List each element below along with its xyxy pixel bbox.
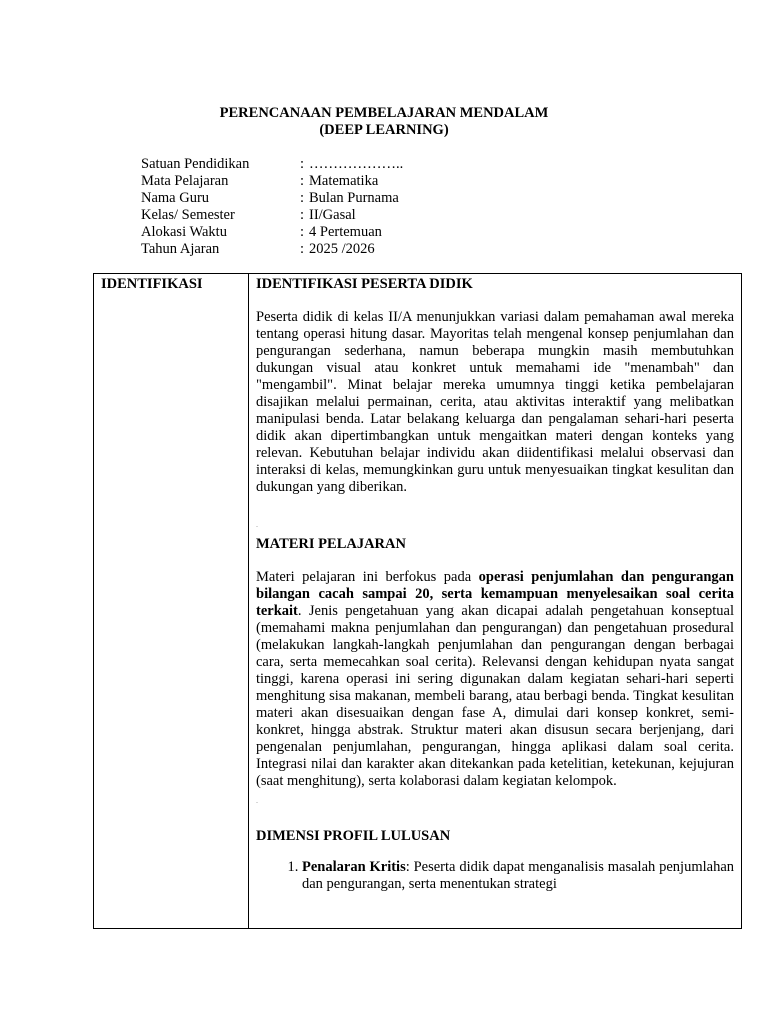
plan-table <box>93 273 742 929</box>
empty-line-marker: . <box>256 796 258 805</box>
info-row-satuan <box>141 156 403 173</box>
empty-line-marker: . <box>256 520 258 529</box>
info-row-kelas <box>141 207 403 224</box>
section-heading-identifikasi: IDENTIFIKASI PESERTA DIDIK <box>256 276 473 292</box>
column-divider <box>248 274 249 928</box>
info-separator: : <box>300 156 305 172</box>
info-separator: : <box>300 173 305 189</box>
info-value: ……………….. <box>309 156 404 172</box>
left-column-heading: IDENTIFIKASI <box>101 276 203 292</box>
info-value: 2025 /2026 <box>309 241 375 257</box>
info-label: Nama Guru <box>141 190 210 206</box>
identity-block <box>141 156 403 258</box>
info-value: Matematika <box>309 173 379 189</box>
materi-intro: Materi pelajaran ini berfokus pada <box>256 569 479 585</box>
info-label: Mata Pelajaran <box>141 173 229 189</box>
profile-dimension-list <box>256 859 734 893</box>
info-label: Alokasi Waktu <box>141 224 227 240</box>
info-separator: : <box>300 224 305 240</box>
info-row-guru <box>141 190 403 207</box>
info-separator: : <box>300 241 305 257</box>
list-item-term: Penalaran Kritis <box>302 859 406 875</box>
info-label: Satuan Pendidikan <box>141 156 250 172</box>
info-separator: : <box>300 207 305 223</box>
info-row-mapel <box>141 173 403 190</box>
section-heading-dimensi: DIMENSI PROFIL LULUSAN <box>256 828 451 844</box>
list-item-text: : Peserta didik dapat menganalisis masalah penjumlahan dan pengurangan, serta menentukan strategi <box>302 859 734 892</box>
section-heading-materi: MATERI PELAJARAN <box>256 536 406 552</box>
right-column <box>256 275 734 893</box>
materi-rest: . Jenis pengetahuan yang akan dicapai adalah pengetahuan konseptual (memahami makna penjumlahan dan pengurangan) dan pengetahuan prosedural (melakukan langkah-langkah penjumlahan dan pengurangan dengan berbagai cara, serta memecahkan soal cerita). Relevansi dengan kehidupan nyata sangat tinggi, karena operasi ini sering digunakan dalam kegiatan sehari-hari seperti menghitung sisa makanan, membeli barang, atau berbagi benda. Tingkat kesulitan materi akan disesuaikan dengan fase A, dimulai dari konsep konkret, semi-konkret, hingga abstrak. Struktur materi akan disusun secara berjenjang, dari pengenalan penjumlahan, pengurangan, hingga aplikasi dalam soal cerita. Integrasi nilai dan karakter akan ditekankan pada ketelitian, ketekunan, kejujuran (saat menghitung), serta kolaborasi dalam kegiatan kelompok. <box>256 603 734 789</box>
info-value: II/Gasal <box>309 207 356 223</box>
info-row-tahun <box>141 241 403 258</box>
info-separator: : <box>300 190 305 206</box>
info-value: 4 Pertemuan <box>309 224 382 240</box>
info-label: Tahun Ajaran <box>141 241 220 257</box>
info-label: Kelas/ Semester <box>141 207 235 223</box>
list-item <box>302 859 734 893</box>
section-text-identifikasi: Peserta didik di kelas II/A menunjukkan variasi dalam pemahaman awal mereka tentang operasi hitung dasar. Mayoritas telah mengenal konsep penjumlahan dan pengurangan sederhana, namun beberapa mungkin masih membutuhkan dukungan visual atau konkret untuk memahami ide "menambah" dan "mengambil". Minat belajar mereka umumnya tinggi ketika pembelajaran disajikan melalui permainan, cerita, atau aktivitas interaktif yang melibatkan manipulasi benda. Latar belakang keluarga dan pengalaman sehari-hari peserta didik akan dipertimbangkan untuk mengaitkan materi dengan konteks yang relevan. Kebutuhan belajar individu akan diidentifikasi melalui observasi dan interaksi di kelas, memungkinkan guru untuk menyesuaikan tingkat kesulitan dan dukungan yang diberikan. <box>256 309 734 495</box>
section-text-materi <box>256 569 734 790</box>
materi-emphasis: operasi penjumlahan dan pengurangan bilangan cacah sampai 20, serta kemampuan menyelesaikan soal cerita terkait <box>256 569 734 619</box>
info-row-alokasi <box>141 224 403 241</box>
document-title: PERENCANAAN PEMBELAJARAN MENDALAM <box>219 105 549 121</box>
document-subtitle: (DEEP LEARNING) <box>319 122 449 138</box>
info-value: Bulan Purnama <box>309 190 399 206</box>
